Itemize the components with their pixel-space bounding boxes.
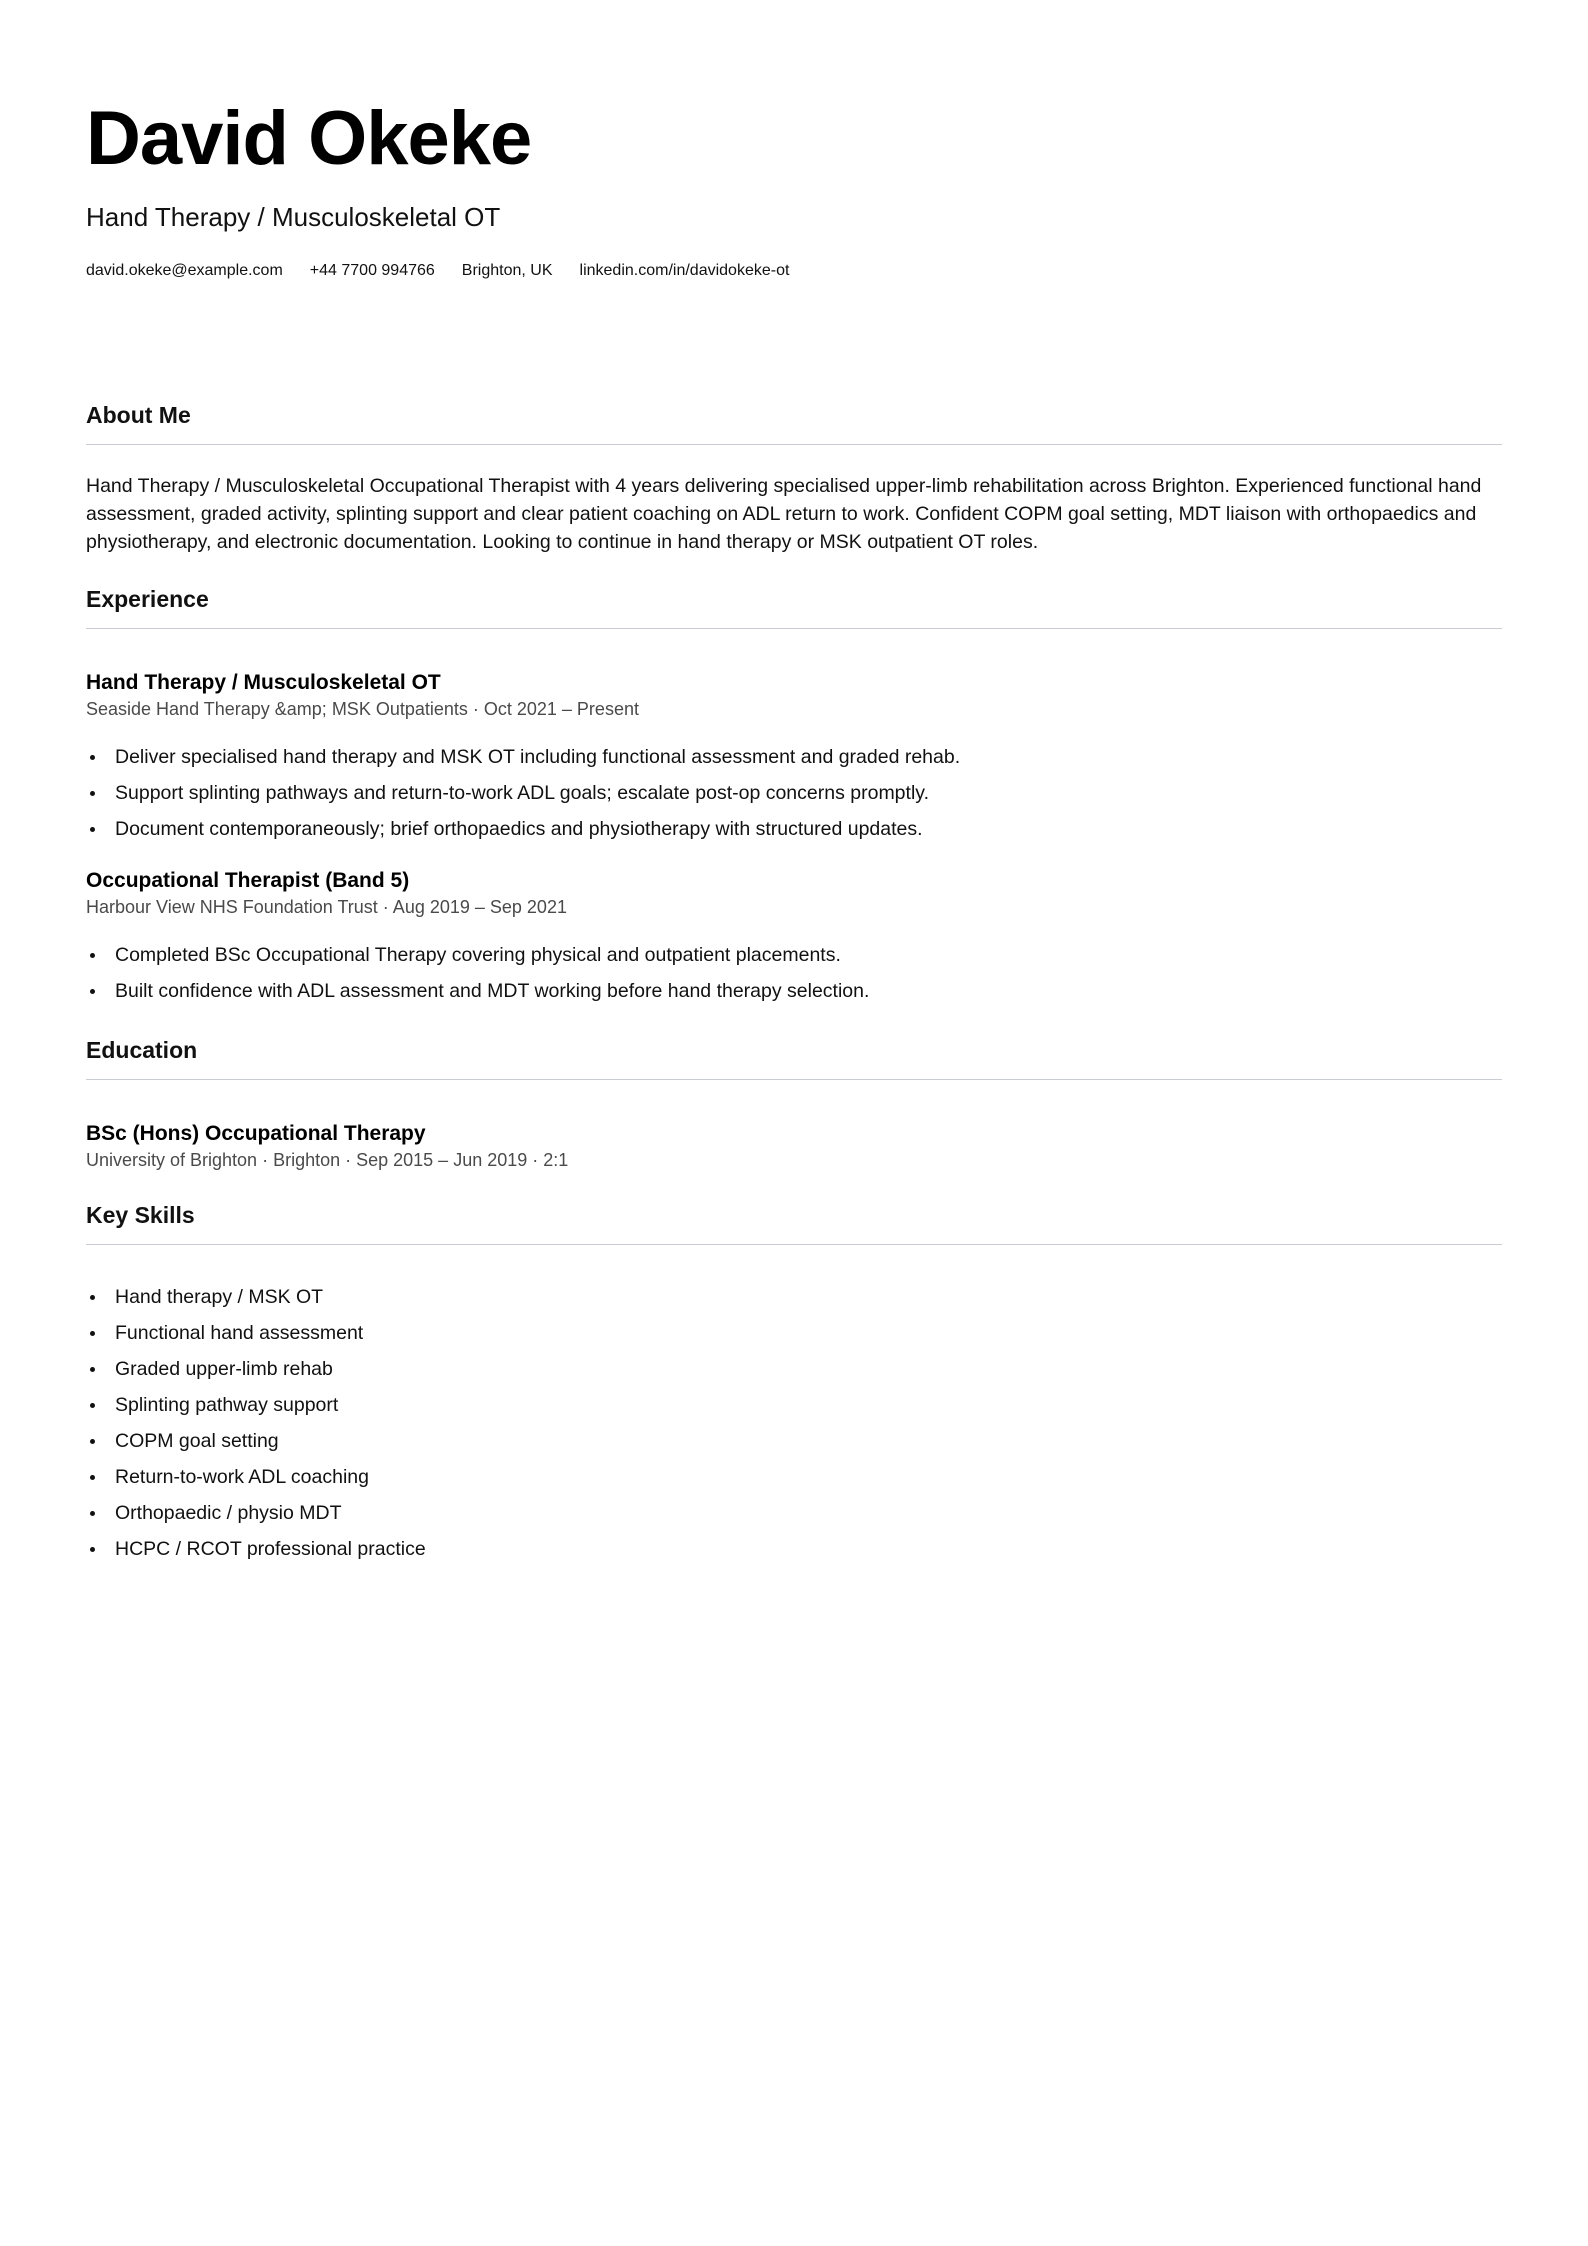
list-item: Document contemporaneously; brief orthopaedics and physiotherapy with structured updates. [86,811,1502,847]
list-item: COPM goal setting [86,1423,1502,1459]
section-title-about: About Me [86,402,191,428]
experience-entry [86,669,1502,847]
job-title: Hand Therapy / Musculoskeletal OT [86,671,441,694]
contact-location: Brighton, UK [461,262,553,279]
candidate-headline: Hand Therapy / Musculoskeletal OT [86,202,501,232]
about-section [86,400,1502,556]
job-meta: Seaside Hand Therapy &amp; MSK Outpatients · Oct 2021 – Present [86,699,639,719]
list-item: HCPC / RCOT professional practice [86,1531,1502,1567]
job-meta: Harbour View NHS Foundation Trust · Aug 2019 – Sep 2021 [86,897,567,917]
header-spacer [86,282,1502,400]
job-bullets [86,739,1502,847]
education-section [86,1035,1502,1172]
degree-meta: University of Brighton · Brighton · Sep 2015 – Jun 2019 · 2:1 [86,1150,569,1170]
list-item: Deliver specialised hand therapy and MSK OT including functional assessment and graded rehab. [86,739,1502,775]
about-text: Hand Therapy / Musculoskeletal Occupational Therapist with 4 years delivering specialised upper-limb rehabilitation across Brighton. Experienced functional hand assessment, graded activity, splinting support and clear patient coaching on ADL return to work. Confident COPM goal setting, MDT liaison with orthopaedics and physiotherapy, and electronic documentation. Looking to continue in hand therapy or MSK outpatient OT roles. [86,475,1482,553]
list-item: Built confidence with ADL assessment and MDT working before hand therapy selection. [86,973,1502,1009]
resume-header [86,96,1502,282]
section-divider [86,1079,1502,1080]
section-divider [86,628,1502,629]
list-item: Splinting pathway support [86,1387,1502,1423]
section-divider [86,1244,1502,1245]
list-item: Orthopaedic / physio MDT [86,1495,1502,1531]
list-item: Support splinting pathways and return-to-work ADL goals; escalate post-op concerns promptly. [86,775,1502,811]
job-bullets [86,937,1502,1009]
contact-linkedin[interactable]: linkedin.com/in/davidokeke-ot [579,262,790,279]
degree-title: BSc (Hons) Occupational Therapy [86,1122,426,1145]
list-item: Return-to-work ADL coaching [86,1459,1502,1495]
education-entry [86,1120,1502,1172]
contact-email[interactable]: david.okeke@example.com [86,262,283,279]
list-item: Completed BSc Occupational Therapy covering physical and outpatient placements. [86,937,1502,973]
job-title: Occupational Therapist (Band 5) [86,869,410,892]
skills-list [86,1279,1502,1567]
section-title-skills: Key Skills [86,1202,195,1228]
section-divider [86,444,1502,445]
experience-section [86,584,1502,1009]
section-title-experience: Experience [86,586,209,612]
section-title-education: Education [86,1037,198,1063]
list-item: Hand therapy / MSK OT [86,1279,1502,1315]
contact-phone[interactable]: +44 7700 994766 [309,262,435,279]
contact-row [86,260,1502,282]
experience-entry [86,867,1502,1009]
list-item: Graded upper-limb rehab [86,1351,1502,1387]
candidate-name: David Okeke [86,96,532,181]
list-item: Functional hand assessment [86,1315,1502,1351]
skills-section [86,1200,1502,1567]
